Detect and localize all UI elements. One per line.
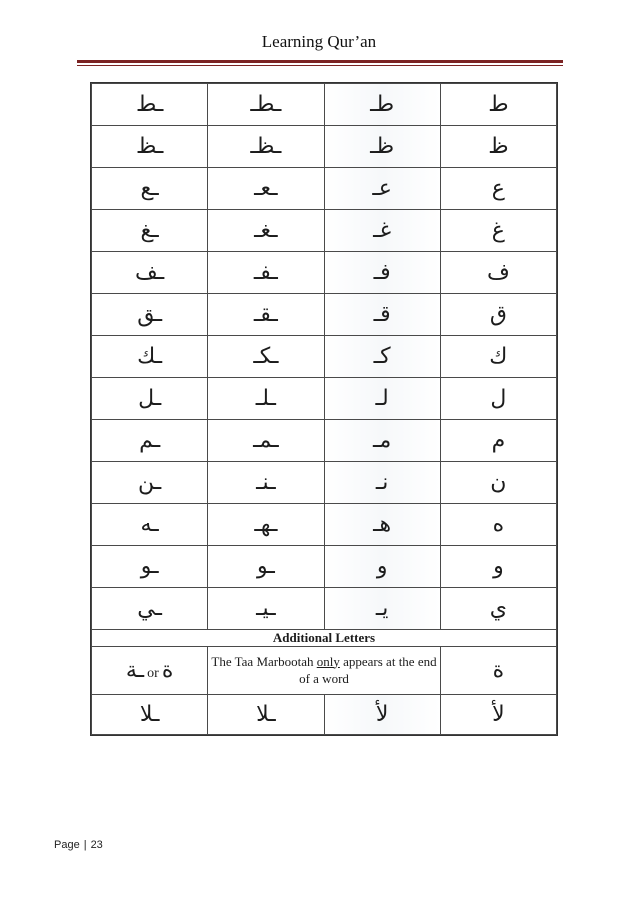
page-header: Learning Qur’an — [261, 32, 377, 51]
letter-form-cell: ظ — [440, 126, 556, 168]
letter-form-cell: ـع — [92, 168, 208, 210]
page-label: Page — [54, 839, 80, 851]
letter-form-cell: ـق — [92, 294, 208, 336]
letter-row — [92, 504, 557, 546]
additional-letters-heading-row — [92, 630, 557, 647]
letter-form-cell: ـف — [92, 252, 208, 294]
letter-form-cell: و — [324, 546, 440, 588]
letter-form-cell: لـ — [324, 378, 440, 420]
taa-note-start: The Taa Marbootah — [211, 653, 317, 669]
letter-row — [92, 378, 557, 420]
letter-form-cell: ـغـ — [208, 210, 324, 252]
letter-form-cell: ـكـ — [208, 336, 324, 378]
letter-form-cell: م — [440, 420, 556, 462]
footer-separator: | — [83, 839, 87, 851]
letter-form-cell: ظـ — [324, 126, 440, 168]
letter-form-cell: ـي — [92, 588, 208, 630]
letter-form-cell: ـظـ — [208, 126, 324, 168]
letter-row — [92, 546, 557, 588]
letter-form-cell: ي — [440, 588, 556, 630]
taa-final-form-alt: ة — [161, 658, 174, 683]
page-footer — [54, 839, 103, 851]
letter-row — [92, 168, 557, 210]
letter-row — [92, 420, 557, 462]
letter-form-cell: هـ — [324, 504, 440, 546]
letter-form-cell: كـ — [324, 336, 440, 378]
taa-isolated-cell: ة — [440, 647, 556, 695]
letter-row — [92, 462, 557, 504]
letter-form-cell: ه — [440, 504, 556, 546]
letter-form-cell: ك — [440, 336, 556, 378]
additional-letters-heading: Additional Letters — [92, 630, 557, 647]
letter-form-cell: ع — [440, 168, 556, 210]
lam-alif-cell: لأ — [440, 695, 556, 735]
letter-row — [92, 252, 557, 294]
letter-form-cell: ـن — [92, 462, 208, 504]
letter-form-cell: ـعـ — [208, 168, 324, 210]
header-rule-thick — [77, 60, 563, 63]
lam-alif-cell: ـلا — [92, 695, 208, 735]
letter-form-cell: ـيـ — [208, 588, 324, 630]
letter-form-cell: مـ — [324, 420, 440, 462]
letter-form-cell: ـلـ — [208, 378, 324, 420]
letter-row — [92, 84, 557, 126]
letter-form-cell: عـ — [324, 168, 440, 210]
letters-sheet — [90, 82, 558, 736]
letter-form-cell: طـ — [324, 84, 440, 126]
letter-form-cell: و — [440, 546, 556, 588]
letter-form-cell: ـطـ — [208, 84, 324, 126]
lam-alif-cell: ـلا — [208, 695, 324, 735]
lam-alif-row — [92, 695, 557, 735]
taa-note-underlined: only — [316, 653, 340, 669]
letter-row — [92, 210, 557, 252]
letter-form-cell: ـظ — [92, 126, 208, 168]
taa-final-form: ـة — [125, 658, 145, 683]
taa-marbootah-row — [92, 647, 557, 695]
letter-form-cell: ـنـ — [208, 462, 324, 504]
letter-form-cell: ل — [440, 378, 556, 420]
lam-alif-cell: لأ — [324, 695, 440, 735]
taa-note-end: appears at the end of a word — [299, 653, 437, 686]
letter-form-cell: ـمـ — [208, 420, 324, 462]
taa-note-cell — [208, 647, 441, 695]
letter-form-cell: ـو — [208, 546, 324, 588]
header-rule-thin — [77, 65, 563, 66]
letters-table-body — [92, 84, 557, 735]
letter-form-cell: فـ — [324, 252, 440, 294]
letter-form-cell: غ — [440, 210, 556, 252]
letter-form-cell: قـ — [324, 294, 440, 336]
letter-row — [92, 126, 557, 168]
letter-form-cell: ن — [440, 462, 556, 504]
letter-form-cell: نـ — [324, 462, 440, 504]
letter-form-cell: ـل — [92, 378, 208, 420]
letter-form-cell: ق — [440, 294, 556, 336]
letter-form-cell: ـفـ — [208, 252, 324, 294]
letter-form-cell: ـو — [92, 546, 208, 588]
letter-row — [92, 294, 557, 336]
letter-form-cell: ـهـ — [208, 504, 324, 546]
letter-row — [92, 588, 557, 630]
taa-note — [210, 653, 438, 687]
letter-form-cell: غـ — [324, 210, 440, 252]
letter-form-cell: ـقـ — [208, 294, 324, 336]
letter-form-cell: ف — [440, 252, 556, 294]
letter-form-cell: ـك — [92, 336, 208, 378]
letter-form-cell: ـغ — [92, 210, 208, 252]
letter-form-cell: ط — [440, 84, 556, 126]
letter-row — [92, 336, 557, 378]
page-number: 23 — [90, 839, 103, 851]
letter-form-cell: ـط — [92, 84, 208, 126]
taa-final-forms-cell — [92, 647, 208, 695]
letter-form-cell: يـ — [324, 588, 440, 630]
letters-table — [91, 83, 557, 735]
letter-form-cell: ـم — [92, 420, 208, 462]
letter-form-cell: ـه — [92, 504, 208, 546]
or-word: or — [147, 666, 159, 681]
